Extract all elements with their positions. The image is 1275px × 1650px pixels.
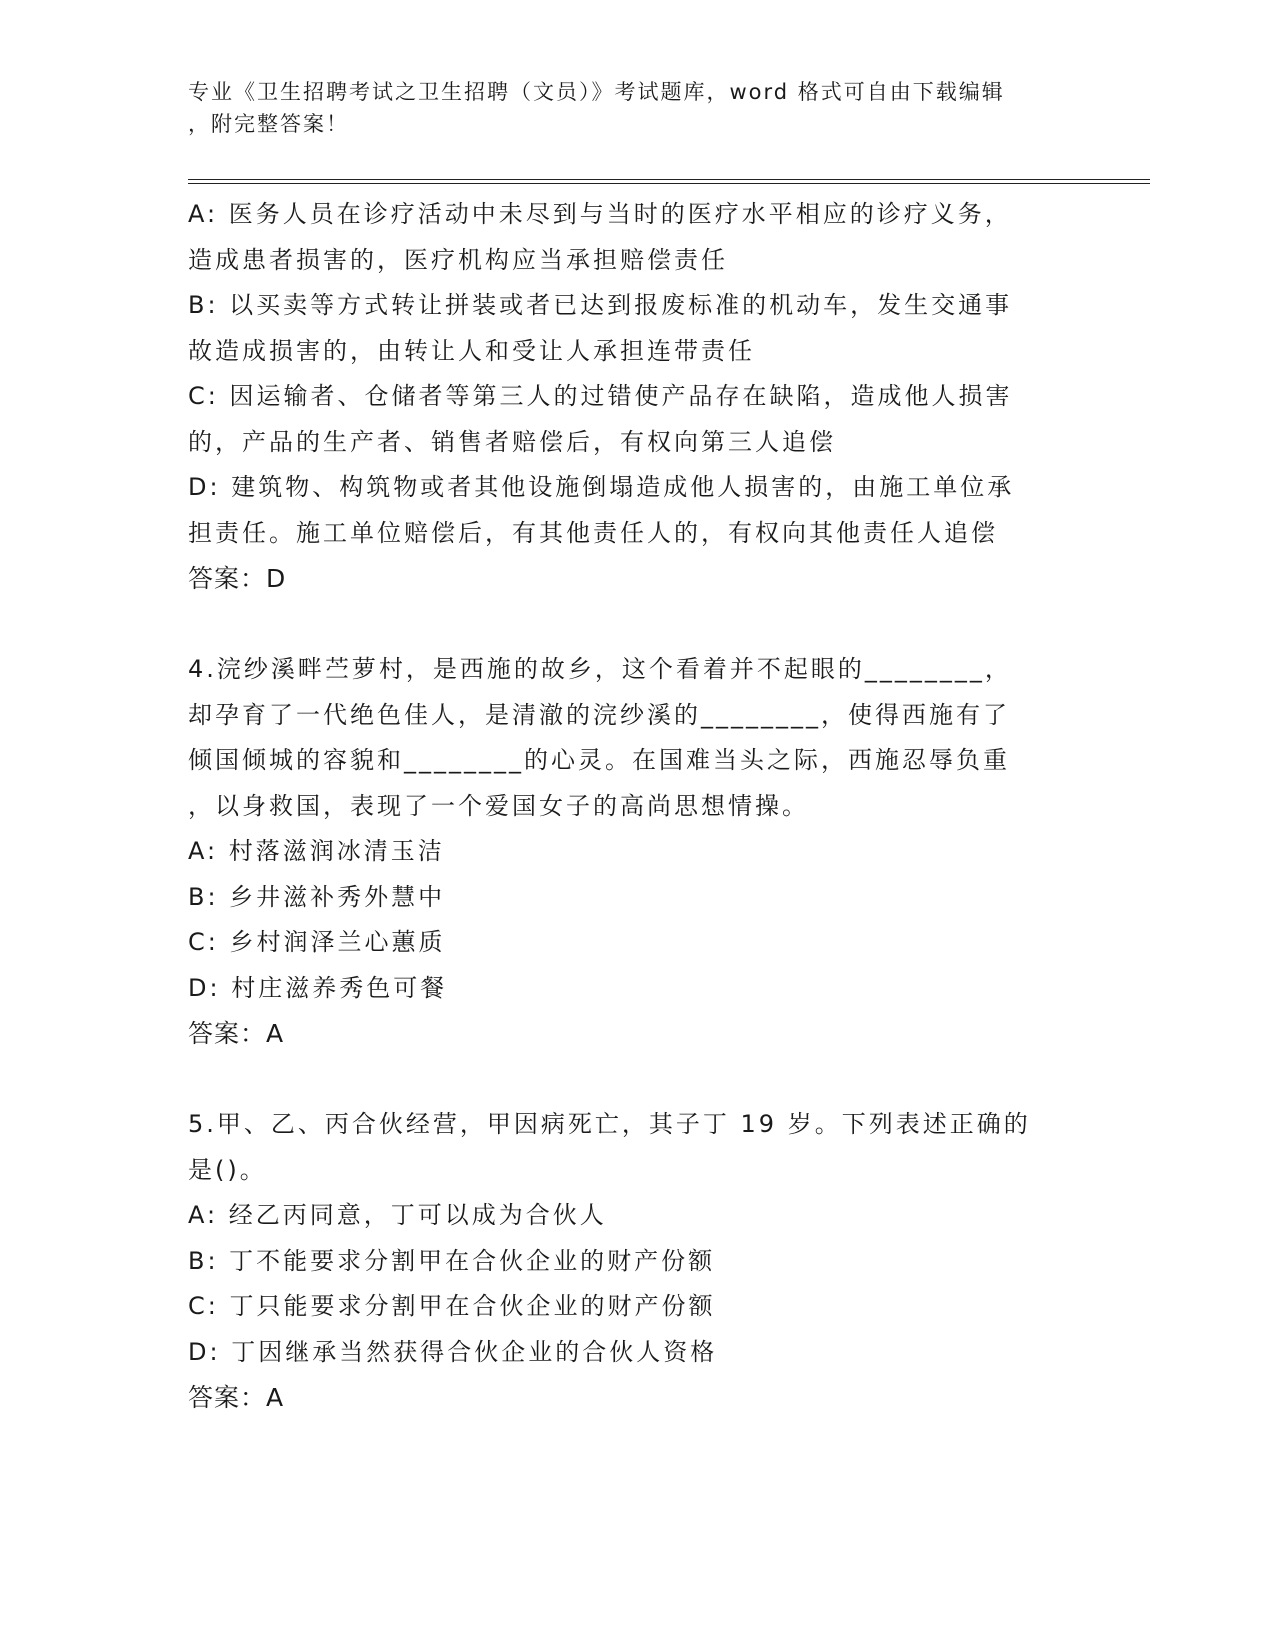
option-b: B: 丁不能要求分割甲在合伙企业的财产份额: [188, 1246, 716, 1275]
option-b-line-2: 故造成损害的，由转让人和受让人承担连带责任: [188, 336, 755, 365]
option-c: C: 乡村润泽兰心蕙质: [188, 928, 446, 956]
document-header: [188, 76, 1068, 140]
question-4: [188, 647, 1078, 1057]
question-stem-line-2: 却孕育了一代绝色佳人，是清澈的浣纱溪的________，使得西施有了: [188, 700, 1010, 729]
header-divider-bottom: [188, 183, 1150, 184]
question-stem-line-1: 5.甲、乙、丙合伙经营，甲因病死亡，其子丁 19 岁。下列表述正确的: [188, 1110, 1031, 1138]
answer: 答案：A: [188, 1383, 285, 1412]
question-stem-line-4: ，以身救国，表现了一个爱国女子的高尚思想情操。: [188, 791, 809, 820]
question-5: [188, 1102, 1078, 1421]
answer: 答案：D: [188, 564, 287, 593]
question-stem-line-1: 4.浣纱溪畔苎萝村，是西施的故乡，这个看着并不起眼的________，: [188, 655, 1012, 683]
question-3: [188, 192, 1078, 602]
option-a-line-2: 造成患者损害的，医疗机构应当承担赔偿责任: [188, 245, 728, 274]
option-c-line-1: C: 因运输者、仓储者等第三人的过错使产品存在缺陷，造成他人损害: [188, 382, 1013, 410]
header-divider-top: [188, 179, 1150, 180]
spacer: [188, 602, 1078, 648]
option-d: D: 丁因继承当然获得合伙企业的合伙人资格: [188, 1337, 718, 1366]
spacer: [188, 1057, 1078, 1103]
header-line-2: ，附完整答案！: [188, 112, 349, 136]
option-d-line-1: D: 建筑物、构筑物或者其他设施倒塌造成他人损害的，由施工单位承: [188, 473, 1015, 501]
answer: 答案：A: [188, 1019, 285, 1048]
option-a: A: 经乙丙同意，丁可以成为合伙人: [188, 1201, 607, 1229]
option-c-line-2: 的，产品的生产者、销售者赔偿后，有权向第三人追偿: [188, 427, 836, 456]
option-a-line-1: A: 医务人员在诊疗活动中未尽到与当时的医疗水平相应的诊疗义务，: [188, 200, 1012, 228]
question-stem-line-2: 是()。: [188, 1155, 267, 1184]
header-line-1: 专业《卫生招聘考试之卫生招聘（文员）》考试题库，word 格式可自由下载编辑: [188, 80, 1005, 104]
question-stem-line-3: 倾国倾城的容貌和________的心灵。在国难当头之际，西施忍辱负重: [188, 746, 1010, 774]
document-body: [188, 192, 1078, 1421]
option-a: A: 村落滋润冰清玉洁: [188, 837, 445, 865]
option-b: B: 乡井滋补秀外慧中: [188, 882, 446, 911]
option-c: C: 丁只能要求分割甲在合伙企业的财产份额: [188, 1292, 716, 1320]
option-d: D: 村庄滋养秀色可餐: [188, 973, 448, 1002]
option-b-line-1: B: 以买卖等方式转让拼装或者已达到报废标准的机动车，发生交通事: [188, 291, 1013, 319]
option-d-line-2: 担责任。施工单位赔偿后，有其他责任人的，有权向其他责任人追偿: [188, 518, 998, 547]
